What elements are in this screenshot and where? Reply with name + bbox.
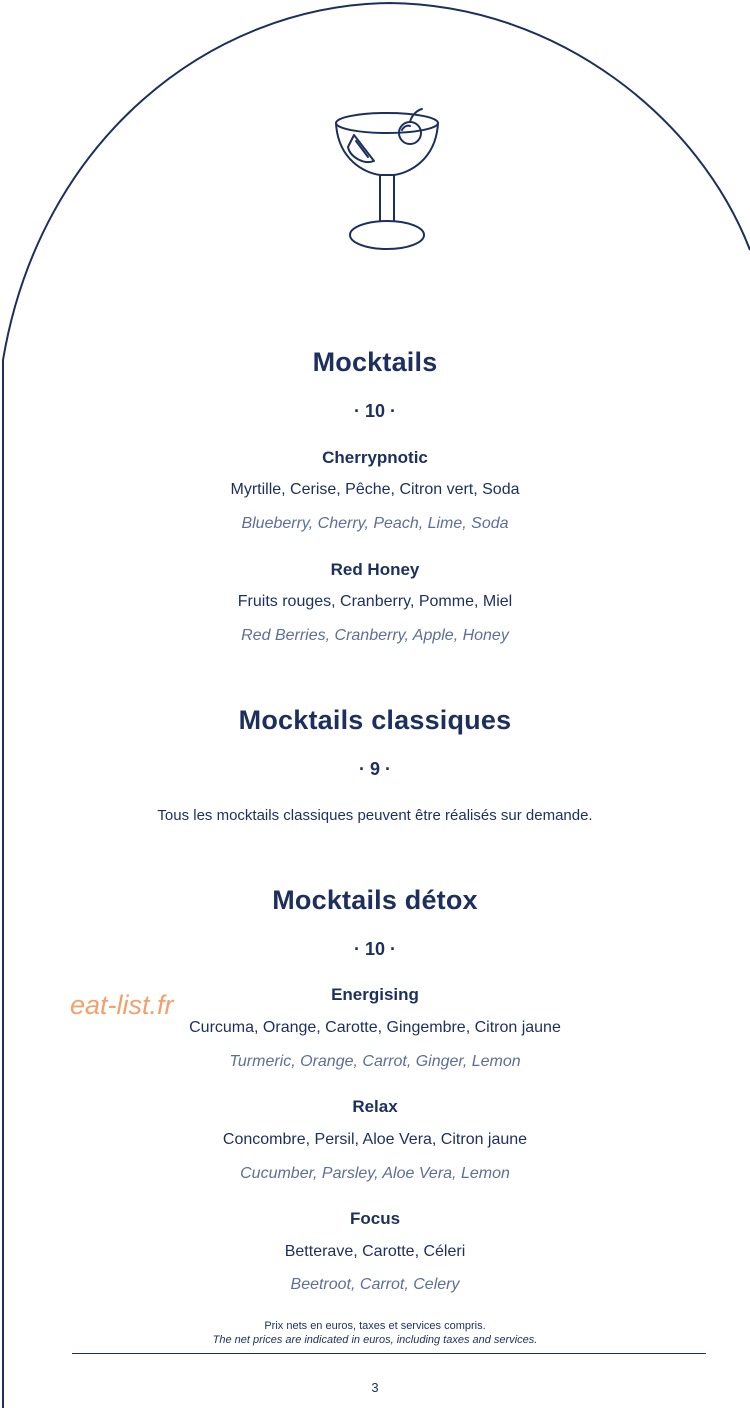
item-ingredients-en: Red Berries, Cranberry, Apple, Honey [241,627,509,644]
section-note: Tous les mocktails classiques peuvent être réalisés sur demande. [157,807,593,824]
item-name: Cherrypnotic [322,448,428,467]
item-ingredients-en: Cucumber, Parsley, Aloe Vera, Lemon [240,1165,510,1182]
item-ingredients-en: Turmeric, Orange, Carrot, Ginger, Lemon [229,1053,521,1070]
item-ingredients-fr: Concombre, Persil, Aloe Vera, Citron jaune [222,1131,528,1148]
footer-divider [72,1353,706,1354]
footer-note-fr: Prix nets en euros, taxes et services compris. [264,1320,486,1332]
item-name: Relax [352,1097,398,1116]
section-title: Mocktails [312,347,438,377]
item-name: Red Honey [330,560,420,579]
section-title: Mocktails détox [272,885,478,915]
item-ingredients-fr: Curcuma, Orange, Carotte, Gingembre, Citron jaune [189,1019,561,1036]
item-ingredients-en: Beetroot, Carrot, Celery [290,1276,460,1293]
cocktail-glass-icon [330,105,445,255]
item-ingredients-fr: Fruits rouges, Cranberry, Pomme, Miel [237,593,513,610]
section-price: · 10 · [353,401,396,421]
section-price: · 9 · [358,759,391,779]
item-name: Focus [349,1209,401,1228]
section-title: Mocktails classiques [238,705,512,735]
watermark: eat-list.fr [70,990,174,1020]
item-ingredients-fr: Betterave, Carotte, Céleri [284,1243,466,1260]
section-price: · 10 · [353,939,396,959]
footer-note-en: The net prices are indicated in euros, including taxes and services. [212,1334,538,1346]
page-number: 3 [371,1380,379,1395]
item-ingredients-en: Blueberry, Cherry, Peach, Lime, Soda [241,515,509,532]
item-name: Energising [331,985,419,1004]
item-ingredients-fr: Myrtille, Cerise, Pêche, Citron vert, Soda [230,481,520,498]
